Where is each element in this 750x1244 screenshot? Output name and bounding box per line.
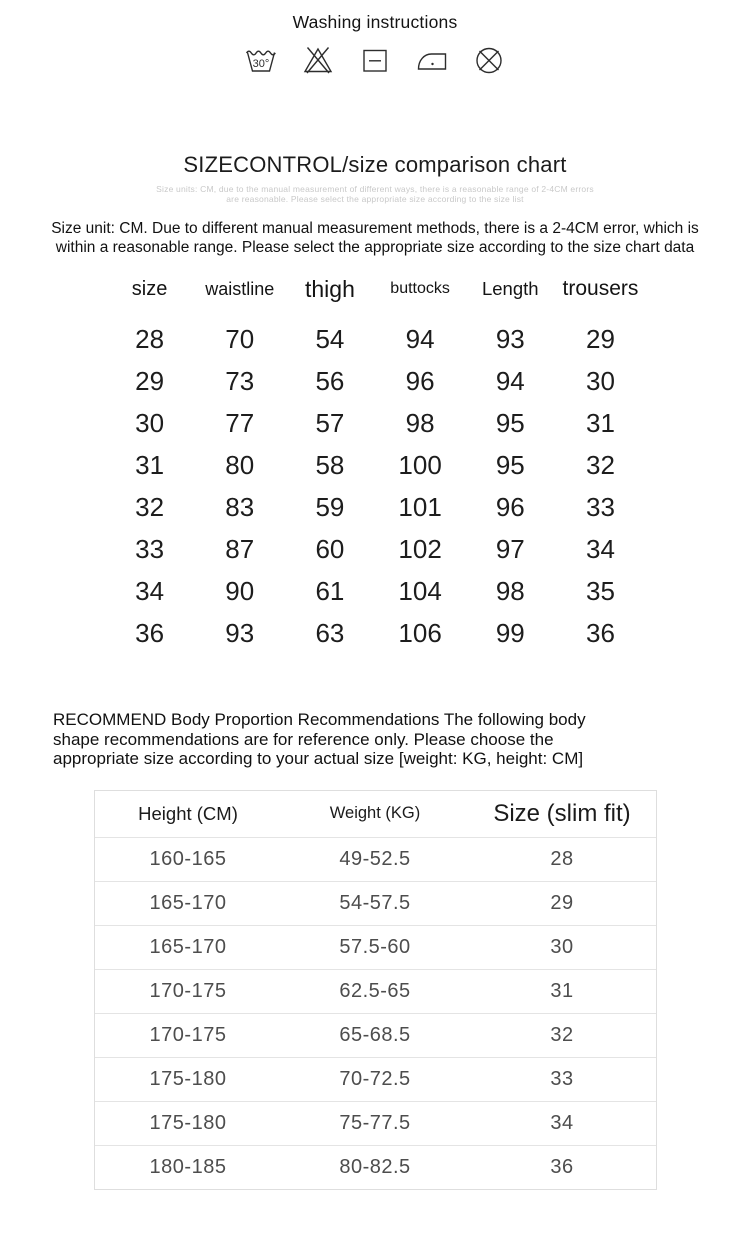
- table-cell: 94: [495, 365, 525, 396]
- size-table-row: [105, 360, 646, 402]
- table-cell: 77: [225, 407, 255, 438]
- table-cell: 96: [405, 365, 435, 396]
- table-cell: 57: [315, 407, 345, 438]
- table-cell: 36: [550, 1155, 574, 1178]
- column-header-weight: Weight (KG): [329, 804, 421, 822]
- table-cell: 54: [315, 323, 345, 354]
- recommend-table-body: [95, 837, 656, 1189]
- column-header-height: Height (CM): [138, 802, 238, 824]
- table-cell: 33: [585, 491, 615, 522]
- size-unit-note-line-2: within a reasonable range. Please select the appropriate size according to the size chart data: [55, 239, 695, 256]
- table-cell: 61: [315, 575, 345, 606]
- table-cell: 99: [495, 617, 525, 648]
- recommend-table-row: [95, 1101, 656, 1145]
- size-unit-note: [4, 219, 746, 257]
- table-cell: 62.5-65: [339, 979, 411, 1002]
- table-cell: 54-57.5: [339, 891, 411, 914]
- table-cell: 36: [585, 617, 615, 648]
- recommend-table-row: [95, 1057, 656, 1101]
- column-header-trousers: trousers: [562, 277, 639, 300]
- recommend-note: [53, 710, 693, 769]
- table-cell: 175-180: [149, 1067, 227, 1090]
- recommend-table-header-row: [95, 791, 656, 837]
- table-cell: 98: [405, 407, 435, 438]
- table-cell: 63: [315, 617, 345, 648]
- table-cell: 57.5-60: [339, 935, 411, 958]
- size-chart-fine-print: [0, 184, 750, 204]
- table-cell: 36: [135, 617, 165, 648]
- table-cell: 95: [495, 407, 525, 438]
- table-cell: 160-165: [149, 847, 227, 870]
- table-cell: 30: [585, 365, 615, 396]
- do-not-dryclean-icon: [471, 42, 507, 78]
- table-cell: 65-68.5: [339, 1023, 411, 1046]
- size-table-row: [105, 318, 646, 360]
- wash-30-icon: [243, 42, 279, 78]
- table-cell: 30: [550, 935, 574, 958]
- column-header-size: size: [131, 277, 168, 300]
- table-cell: 170-175: [149, 979, 227, 1002]
- table-cell: 30: [135, 407, 165, 438]
- table-cell: 31: [135, 449, 165, 480]
- table-cell: 33: [550, 1067, 574, 1090]
- fine-print-line-2: are reasonable. Please select the appropriate size according to the size list: [226, 194, 524, 204]
- table-cell: 35: [585, 575, 615, 606]
- column-header-buttocks: buttocks: [390, 280, 450, 297]
- table-cell: 32: [585, 449, 615, 480]
- table-cell: 100: [398, 449, 442, 480]
- table-cell: 175-180: [149, 1111, 227, 1134]
- table-cell: 165-170: [149, 891, 227, 914]
- table-cell: 106: [398, 617, 442, 648]
- table-cell: 104: [398, 575, 442, 606]
- care-icons-row: [0, 42, 750, 78]
- recommend-note-line-2: shape recommendations are for reference only. Please choose the: [53, 729, 554, 749]
- table-cell: 75-77.5: [339, 1111, 411, 1134]
- table-cell: 70-72.5: [339, 1067, 411, 1090]
- table-cell: 165-170: [149, 935, 227, 958]
- table-cell: 34: [585, 533, 615, 564]
- table-cell: 102: [398, 533, 442, 564]
- iron-low-icon: [414, 42, 450, 78]
- size-table-body: [105, 318, 646, 654]
- table-cell: 29: [135, 365, 165, 396]
- table-cell: 31: [585, 407, 615, 438]
- fine-print-line-1: Size units: CM, due to the manual measurement of different ways, there is a reasonable range of 2-4CM errors: [156, 184, 594, 194]
- size-table-row: [105, 612, 646, 654]
- table-cell: 60: [315, 533, 345, 564]
- table-cell: 49-52.5: [339, 847, 411, 870]
- table-cell: 32: [135, 491, 165, 522]
- table-cell: 56: [315, 365, 345, 396]
- table-cell: 90: [225, 575, 255, 606]
- size-table-row: [105, 402, 646, 444]
- table-cell: 34: [550, 1111, 574, 1134]
- table-cell: 58: [315, 449, 345, 480]
- dry-flat-icon: [357, 42, 393, 78]
- size-table-row: [105, 486, 646, 528]
- recommend-table-row: [95, 837, 656, 881]
- size-table-row: [105, 528, 646, 570]
- do-not-bleach-icon: [300, 42, 336, 78]
- table-cell: 87: [225, 533, 255, 564]
- table-cell: 94: [405, 323, 435, 354]
- recommend-table-row: [95, 1013, 656, 1057]
- washing-instructions-title: Washing instructions: [292, 12, 458, 32]
- recommend-table-row: [95, 925, 656, 969]
- recommend-table-row: [95, 969, 656, 1013]
- table-cell: 95: [495, 449, 525, 480]
- table-cell: 73: [225, 365, 255, 396]
- size-chart-heading: SIZECONTROL/size comparison chart: [183, 152, 567, 177]
- table-cell: 83: [225, 491, 255, 522]
- recommend-table-row: [95, 881, 656, 925]
- table-cell: 101: [398, 491, 442, 522]
- table-cell: 29: [585, 323, 615, 354]
- table-cell: 70: [225, 323, 255, 354]
- table-cell: 93: [495, 323, 525, 354]
- column-header-length: Length: [481, 278, 539, 299]
- table-cell: 28: [550, 847, 574, 870]
- size-table-row: [105, 570, 646, 612]
- recommend-note-line-3: appropriate size according to your actual size [weight: KG, height: CM]: [53, 749, 584, 768]
- table-cell: 29: [550, 891, 574, 914]
- table-cell: 96: [495, 491, 525, 522]
- table-cell: 93: [225, 617, 255, 648]
- size-comparison-table: [105, 270, 646, 654]
- column-header-size-slim-fit: Size (slim fit): [493, 799, 631, 827]
- size-table-header-row: [105, 270, 646, 308]
- table-cell: 59: [315, 491, 345, 522]
- recommend-size-table: [94, 790, 657, 1190]
- table-cell: 28: [135, 323, 165, 354]
- table-cell: 97: [495, 533, 525, 564]
- recommend-table-row: [95, 1145, 656, 1189]
- table-cell: 31: [550, 979, 574, 1002]
- size-unit-note-line-1: Size unit: CM. Due to different manual measurement methods, there is a 2-4CM error, which is: [51, 220, 699, 237]
- recommend-note-line-1: RECOMMEND Body Proportion Recommendations The following body: [53, 710, 586, 729]
- table-cell: 34: [135, 575, 165, 606]
- table-cell: 80-82.5: [339, 1155, 411, 1178]
- table-cell: 32: [550, 1023, 574, 1046]
- wash-temp-label: 30°: [252, 58, 270, 70]
- table-cell: 80: [225, 449, 255, 480]
- table-cell: 98: [495, 575, 525, 606]
- column-header-thigh: thigh: [304, 275, 355, 302]
- column-header-waistline: waistline: [205, 278, 275, 299]
- table-cell: 170-175: [149, 1023, 227, 1046]
- size-table-row: [105, 444, 646, 486]
- table-cell: 33: [135, 533, 165, 564]
- table-cell: 180-185: [149, 1155, 227, 1178]
